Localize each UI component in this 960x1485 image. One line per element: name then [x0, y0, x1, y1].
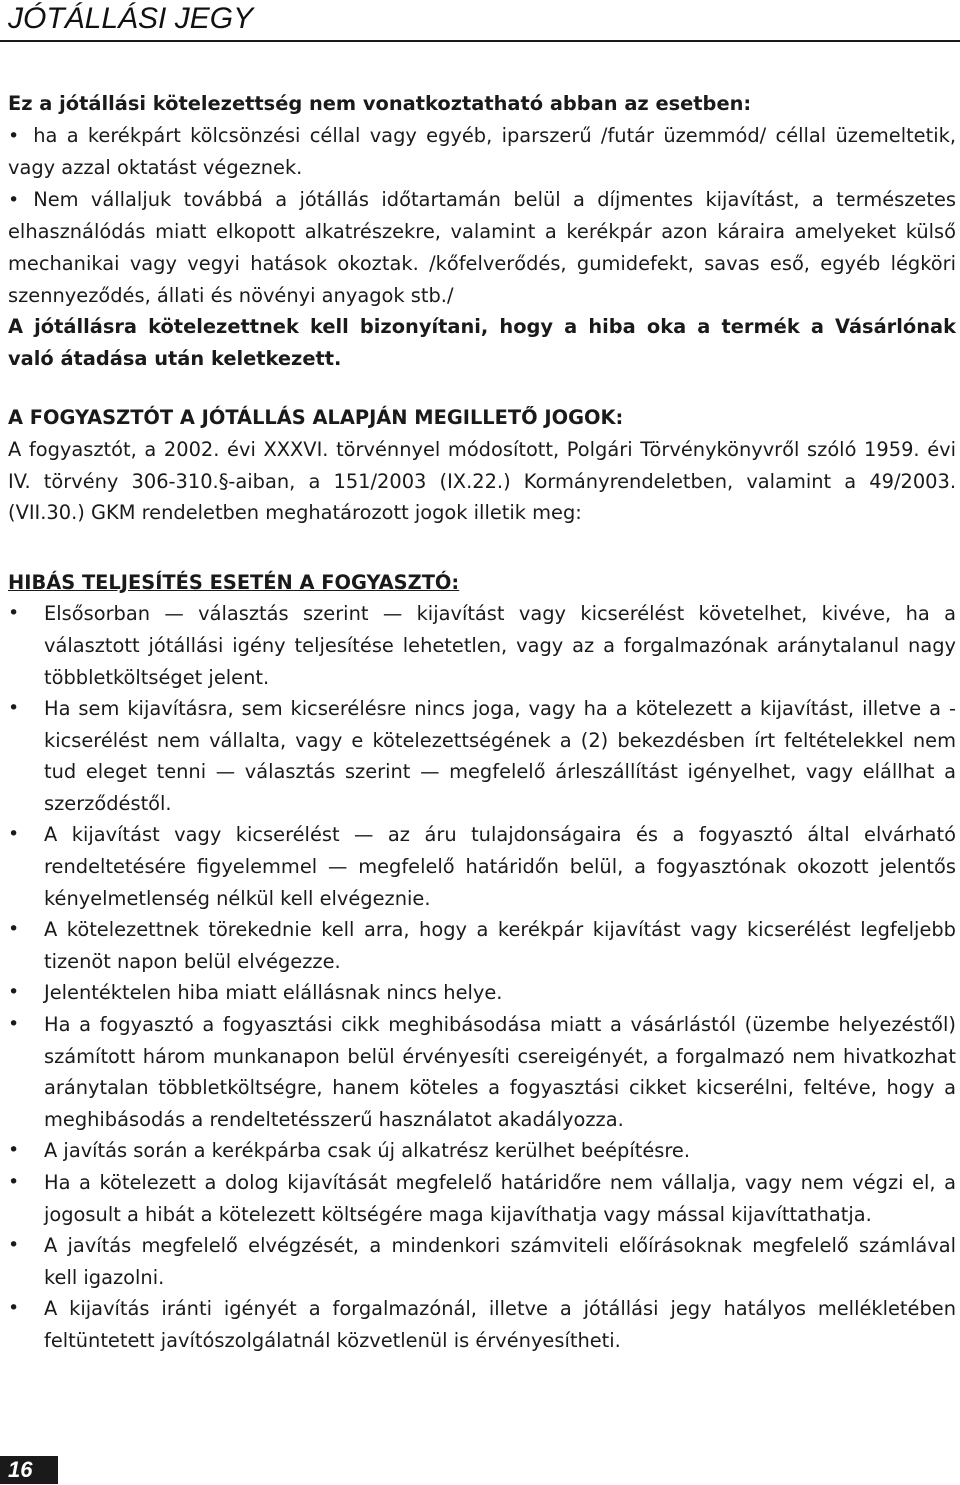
list-item: • A javítás során a kerékpárba csak új alkatrész kerülhet beépítésre. — [8, 1135, 956, 1167]
list-item: • Ha sem kijavításra, sem kicserélésre nincs joga, vagy ha a kötelezett a kijavítást, illetve a - kicserélést nem vállalta, vagy e kötelezettségének a (2) bekezdésben írt feltételekkel nem tud eleget tenni — választás szerint — megfelelő árleszállítást igényelhet, vagy elállhat a szerződéstől. — [8, 693, 956, 819]
list-item: • Ha a fogyasztó a fogyasztási cikk meghibásodása miatt a vásárlástól (üzembe helyezéstől) számított három munkanapon belül érvényesíti csereigényét, a forgalmazó nem hivatkozhat aránytalan többletköltségre, hanem köteles a fogyasztási cikket kicserélni, feltéve, hogy a meghibásodás a rendeltetésszerű használatot akadályozza. — [8, 1009, 956, 1135]
defective-heading: HIBÁS TELJESÍTÉS ESETÉN A FOGYASZTÓ: — [8, 570, 460, 594]
list-item: • A kijavítást vagy kicserélést — az áru tulajdonságaira és a fogyasztó által elvárható rendeltetésére figyelemmel — megfelelő határidőn belül, a fogyasztónak okozott jelentős kényelmetlenség nélkül kell elvégeznie. — [8, 819, 956, 914]
list-item: • Nem vállaljuk továbbá a jótállás időtartamán belül a díjmentes kijavítást, a természetes elhasználódás miatt elkopott alkatrészekre, valamint a kerékpár azon káraira amelyeket külső mechanikai vagy vegyi hatások okoztak. /kőfelverődés, gumidefekt, savas eső, egyéb légköri szennyeződés, állati és növényi anyagok stb./ — [8, 184, 956, 311]
page-number: 16 — [8, 1457, 33, 1482]
list-item: • Ha a kötelezett a dolog kijavítását megfelelő határidőre nem vállalja, vagy nem végzi el, a jogosult a hibát a kötelezett költségére maga kijavíthatja vagy mással kijavíttathatja. — [8, 1167, 956, 1230]
page-number-box — [0, 1456, 58, 1484]
list-item: • Elsősorban — választás szerint — kijavítást vagy kicserélést követelhet, kivéve, ha a választott jótállási igény teljesítése lehetetlen, vagy az a forgalmazónak aránytalanul nagy többletköltséget jelent. — [8, 598, 956, 693]
page-title: JÓTÁLLÁSI JEGY — [8, 2, 254, 35]
rights-text: A fogyasztót, a 2002. évi XXXVI. törvénnyel módosított, Polgári Törvénykönyvről szóló 1959. évi IV. törvény 306-310.§-aiban, a 151/2003 (IX.22.) Kormányrendeletben, valamint a 49/2003. (VII.30.) GKM rendeletben meghatározott jogok illetik meg: — [8, 437, 956, 525]
list-item: • Jelentéktelen hiba miatt elállásnak nincs helye. — [8, 977, 956, 1009]
list-item: • A kijavítás iránti igényét a forgalmazónál, illetve a jótállási jegy hatályos mellékletében feltüntetett javítószolgálatnál közvetlenül is érvényesítheti. — [8, 1293, 956, 1356]
proof-statement: A jótállásra kötelezettnek kell bizonyítani, hogy a hiba oka a termék a Vásárlónak való átadása után keletkezett. — [8, 315, 956, 370]
exclusions-heading: Ez a jótállási kötelezettség nem vonatkoztatható abban az esetben: — [8, 92, 752, 115]
title-rule — [0, 40, 960, 42]
exclusions-list — [8, 120, 956, 312]
list-item: • A kötelezettnek törekednie kell arra, hogy a kerékpár kijavítást vagy kicserélést legfeljebb tizenöt napon belül elvégezze. — [8, 914, 956, 977]
defective-list — [8, 598, 956, 1356]
rights-heading: A FOGYASZTÓT A JÓTÁLLÁS ALAPJÁN MEGILLETŐ JOGOK: — [8, 406, 624, 430]
list-item: • ha a kerékpárt kölcsönzési céllal vagy egyéb, iparszerű /futár üzemmód/ céllal üzemeltetik, vagy azzal oktatást végeznek. — [8, 120, 956, 184]
document-body — [8, 88, 956, 1357]
list-item: • A javítás megfelelő elvégzését, a mindenkori számviteli előírásoknak megfelelő számlával kell igazolni. — [8, 1230, 956, 1293]
